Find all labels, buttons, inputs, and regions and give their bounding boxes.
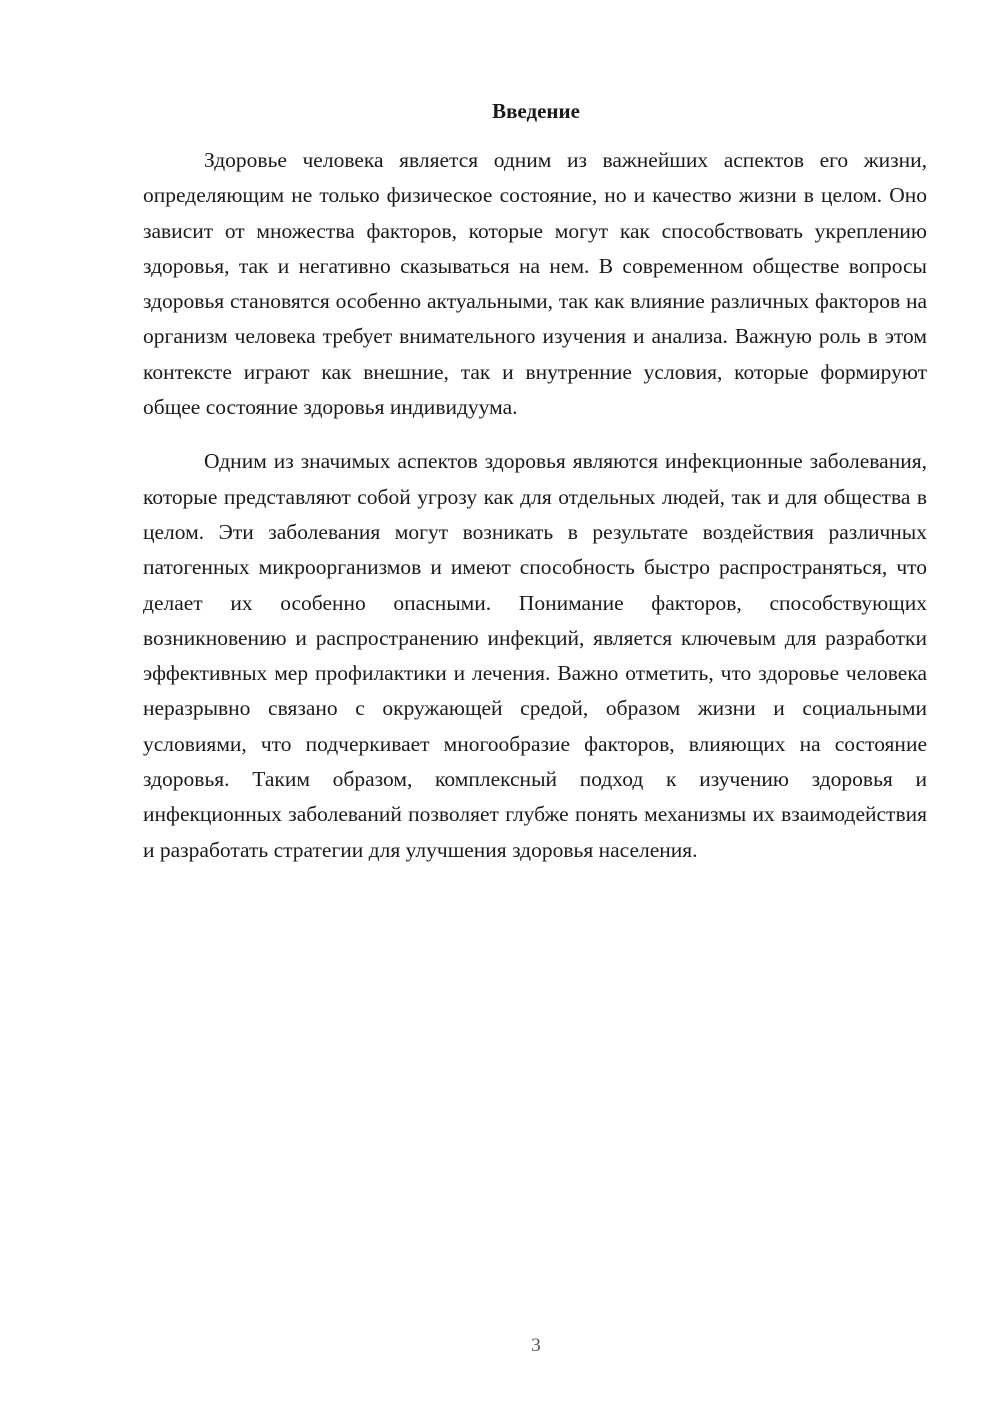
paragraph-1: Здоровье человека является одним из важнейших аспектов его жизни, определяющим не только физическое состояние, но и качество жизни в целом. Оно зависит от множества факторов, которые могут как способствовать укреплению здоровья, так и негативно сказываться на нем. В современном обществе вопросы здоровья становятся особенно актуальными, так как влияние различных факторов на организм человека требует внимательного изучения и анализа. Важную роль в этом контексте играют как внешние, так и внутренние условия, которые формируют общее состояние здоровья индивидуума. bbox=[143, 148, 927, 420]
page-number: 3 bbox=[531, 1335, 541, 1356]
body-text bbox=[143, 143, 927, 868]
paragraph-2: Одним из значимых аспектов здоровья являются инфекционные заболевания, которые представляют собой угрозу как для отдельных людей, так и для общества в целом. Эти заболевания могут возникать в результате воздействия различных патогенных микроорганизмов и имеют способность быстро распространяться, что делает их особенно опасными. Понимание факторов, способствующих возникновению и распространению инфекций, является ключевым для разработки эффективных мер профилактики и лечения. Важно отметить, что здоровье человека неразрывно связано с окружающей средой, образом жизни и социальными условиями, что подчеркивает многообразие факторов, влияющих на состояние здоровья. Таким образом, комплексный подход к изучению здоровья и инфекционных заболеваний позволяет глубже понять механизмы их взаимодействия и разработать стратегии для улучшения здоровья населения. bbox=[143, 449, 927, 862]
section-heading: Введение bbox=[492, 99, 580, 123]
